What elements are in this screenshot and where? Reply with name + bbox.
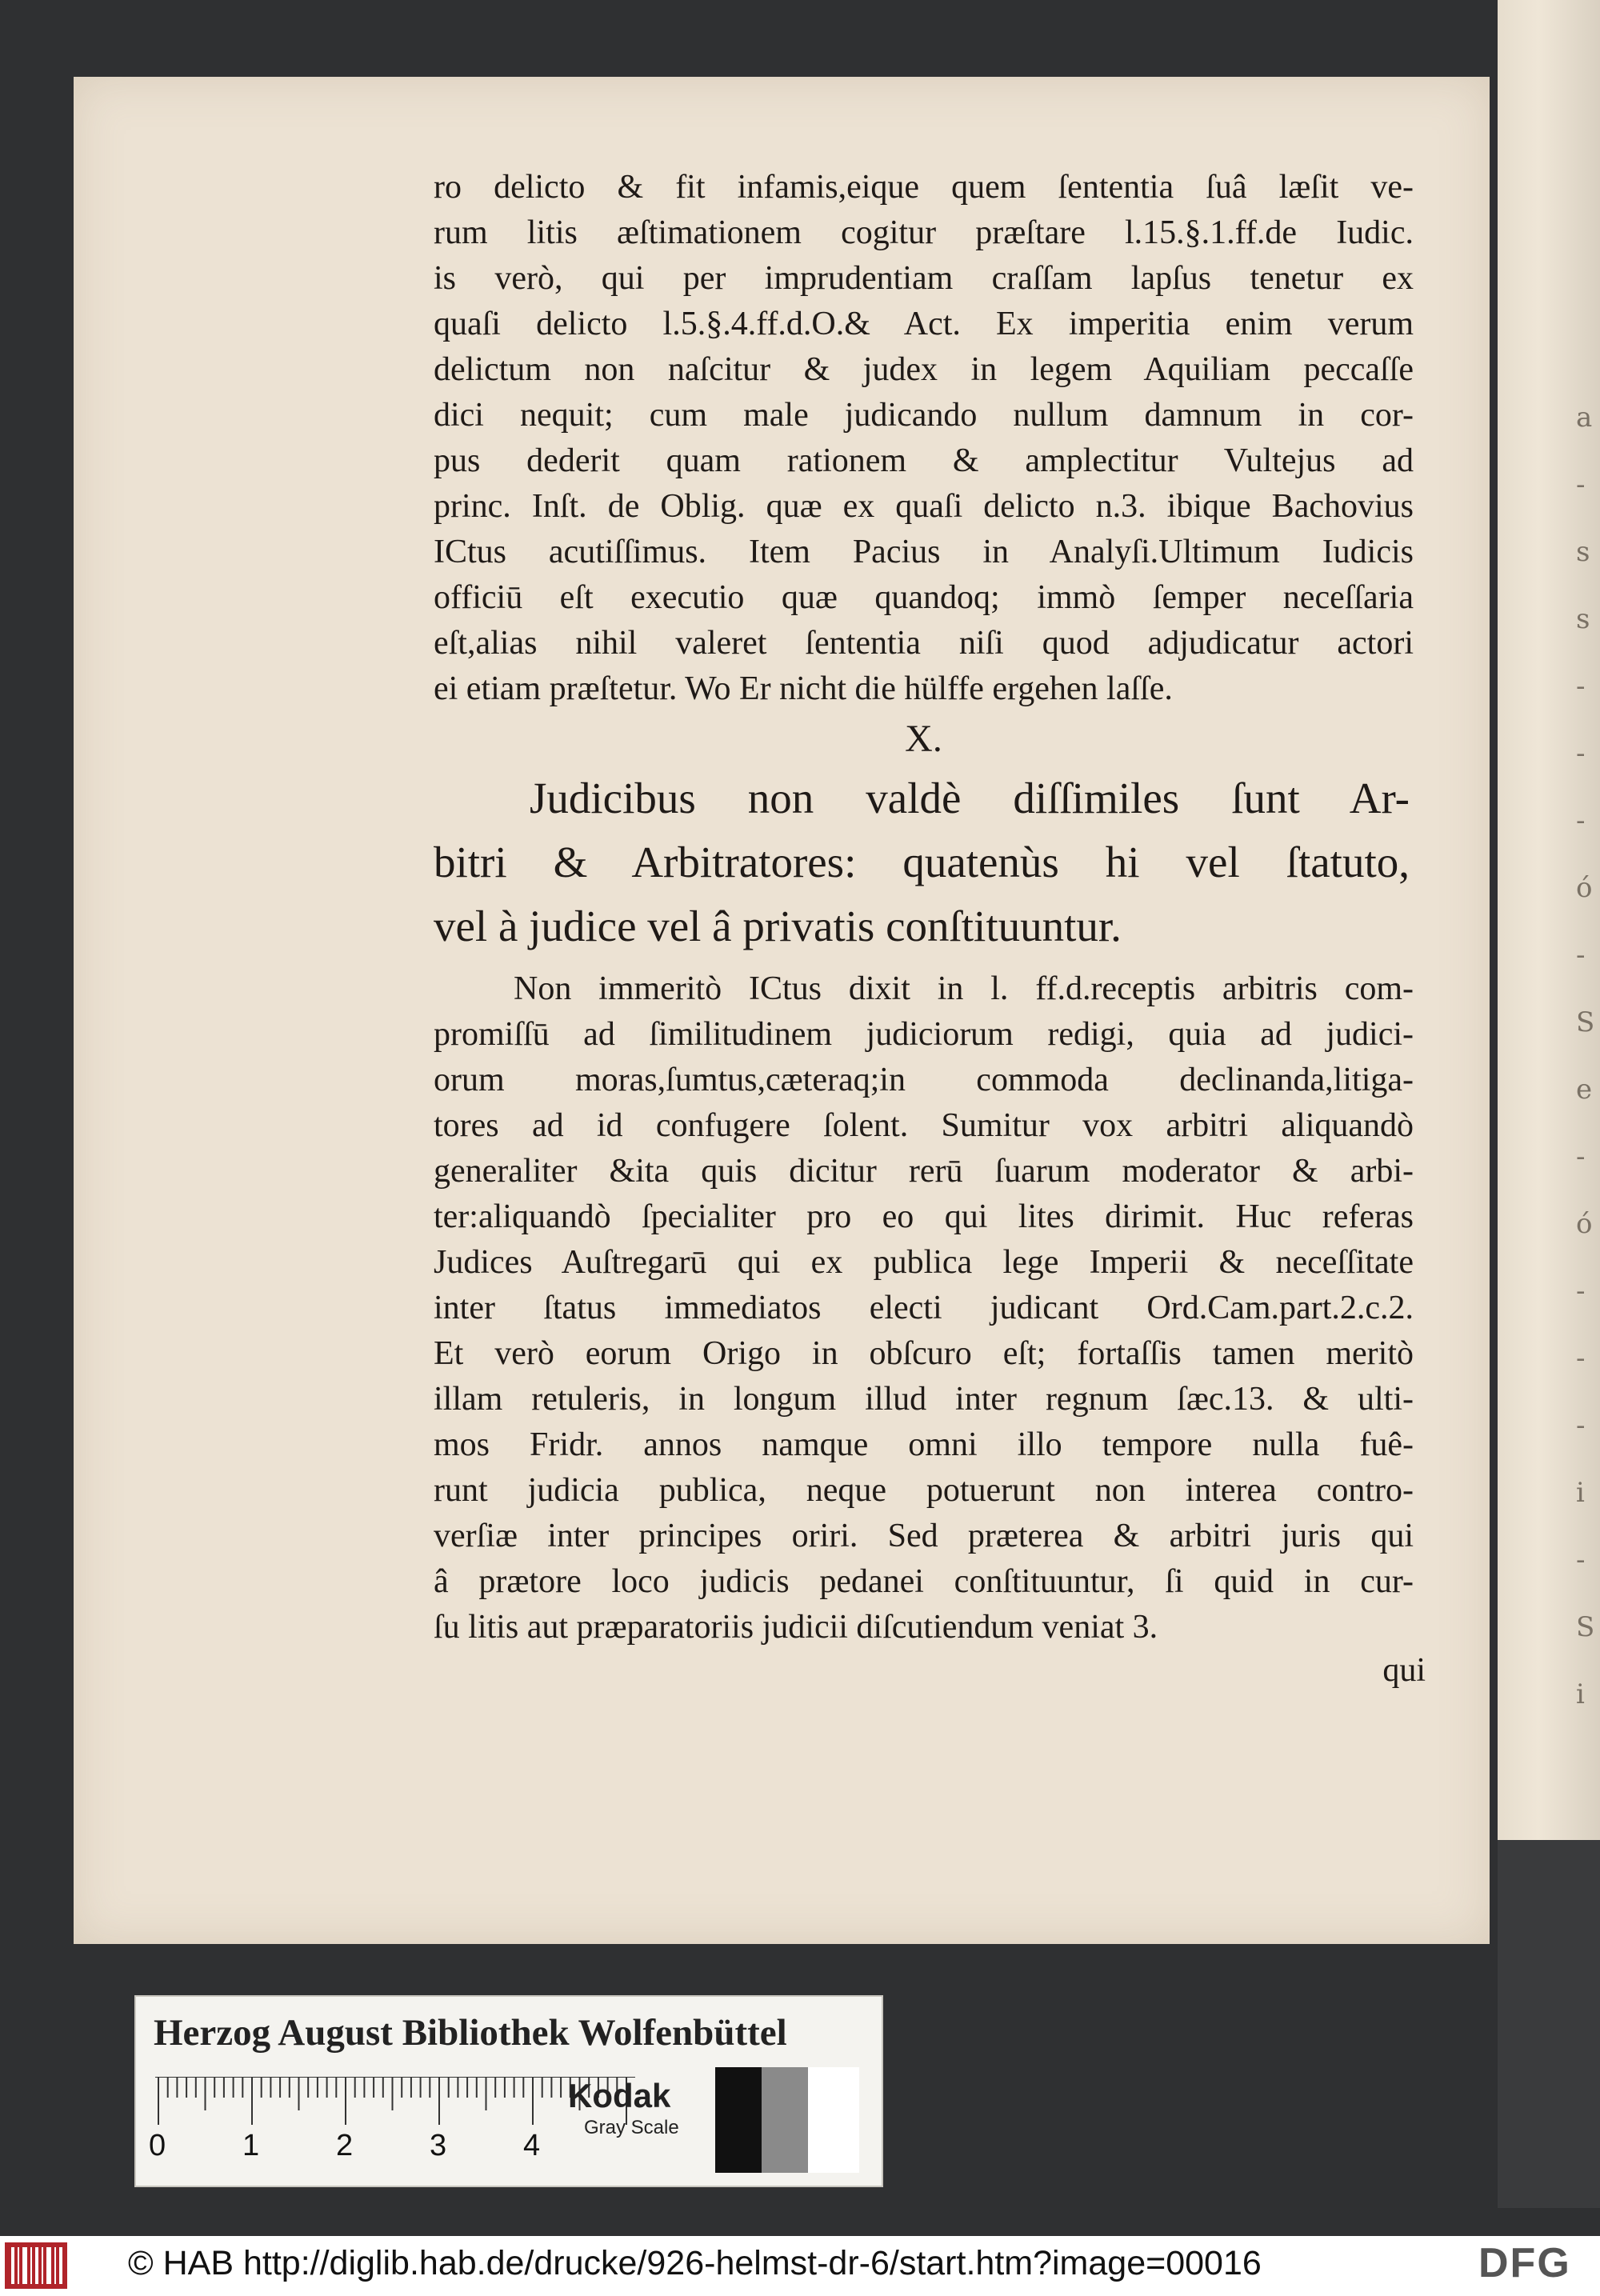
gray-swatch	[808, 2067, 859, 2173]
text-line: ro delicto & fit infamis,eique quem ſententia ſuâ læſit ve-	[434, 169, 1414, 206]
text-line: tores ad id confugere ſolent. Sumitur vox arbitri aliquandò	[434, 1107, 1414, 1144]
section-heading	[434, 766, 1498, 958]
text-line: ſu litis aut præparatoriis judicii diſcutiendum veniat 3.	[434, 1609, 1158, 1646]
library-name: Herzog August Bibliothek Wolfenbüttel	[154, 2012, 787, 2054]
text-line: promiſſū ad ſimilitudinem judiciorum redigi, quia ad judici-	[434, 1016, 1414, 1053]
barcode-icon	[5, 2242, 67, 2289]
text-line: generaliter &ita quis dicitur rerū ſuarum moderator & arbi-	[434, 1153, 1414, 1190]
text-line: is verò, qui per imprudentiam craſſam lapſus tenetur ex	[434, 260, 1414, 297]
text-line: Et verò eorum Origo in obſcuro eſt; fortaſſis tamen meritò	[434, 1335, 1414, 1372]
ruler-number: 3	[430, 2129, 447, 2162]
footer-bar	[0, 2236, 1600, 2296]
catchword: qui	[1382, 1652, 1426, 1689]
ruler-number: 0	[149, 2129, 166, 2162]
text-line: officiū eſt executio quæ quandoq; immò ſemper neceſſaria	[434, 579, 1414, 616]
text-line: inter ſtatus immediatos electi judicant Ord.Cam.part.2.c.2.	[434, 1290, 1414, 1326]
text-line: orum moras,ſumtus,cæteraq;in commoda declinanda,litiga-	[434, 1062, 1414, 1098]
adjacent-page-letters: a - s s - - - ó - S e - ó - - - i - S i	[1576, 402, 1595, 1710]
kodak-logo: Kodak	[568, 2077, 671, 2114]
body-paragraph-1	[434, 165, 1498, 712]
heading-line: vel à judice vel â privatis conſtituuntur.	[434, 902, 1122, 950]
ruler-number: 1	[242, 2129, 260, 2162]
gray-swatches	[715, 2067, 859, 2173]
text-line: Judices Auſtregarū qui ex publica lege Imperii & neceſſitate	[434, 1244, 1414, 1281]
section-number: X.	[905, 718, 942, 760]
scan-margin	[1498, 1840, 1600, 2208]
text-line: â prætore loco judicis pedanei conſtituuntur, ſi quid in cur-	[434, 1563, 1414, 1600]
ruler-number: 2	[336, 2129, 354, 2162]
text-line: ter:aliquandò ſpecialiter pro eo qui lites dirimit. Huc referas	[434, 1198, 1414, 1235]
text-line: ICtus acutiſſimus. Item Pacius in Analyſi.Ultimum Iudicis	[434, 534, 1414, 570]
text-line: illam retuleris, in longum illud inter regnum ſæc.13. & ulti-	[434, 1381, 1414, 1418]
gray-scale-label: Gray Scale	[584, 2117, 679, 2138]
gray-swatch	[762, 2067, 808, 2173]
text-line: delictum non naſcitur & judex in legem Aquiliam peccaſſe	[434, 351, 1414, 388]
gray-swatch	[715, 2067, 762, 2173]
heading-line: bitri & Arbitratores: quatenùs hi vel ſtatuto,	[434, 838, 1410, 886]
source-url[interactable]: © HAB http://diglib.hab.de/drucke/926-helmst-dr-6/start.htm?image=00016	[128, 2244, 1262, 2282]
adjacent-page-edge	[1498, 0, 1600, 2000]
text-line: runt judicia publica, neque potuerunt non interea contro-	[434, 1472, 1414, 1509]
text-line: princ. Inſt. de Oblig. quæ ex quaſi delicto n.3. ibique Bachovius	[434, 488, 1414, 525]
dfg-logo: DFG	[1478, 2240, 1571, 2286]
text-line: pus dederit quam rationem & amplectitur Vultejus ad	[434, 442, 1414, 479]
color-scale-card	[134, 1995, 883, 2187]
body-paragraph-2	[434, 966, 1498, 1650]
text-line: Non immeritò ICtus dixit in l. ff.d.receptis arbitris com-	[514, 970, 1414, 1007]
book-page	[74, 77, 1490, 1944]
text-line: mos Fridr. annos namque omni illo tempore nulla fuê-	[434, 1426, 1414, 1463]
text-line: dici nequit; cum male judicando nullum damnum in cor-	[434, 397, 1414, 434]
page-text	[434, 165, 1498, 1690]
text-line: rum litis æſtimationem cogitur præſtare l.15.§.1.ff.de Iudic.	[434, 214, 1414, 251]
heading-line: Judicibus non valdè diſſimiles ſunt Ar-	[530, 774, 1410, 822]
text-line: ei etiam præſtetur. Wo Er nicht die hülffe ergehen laſſe.	[434, 670, 1173, 707]
text-line: eſt,alias nihil valeret ſententia niſi quod adjudicatur actori	[434, 625, 1414, 662]
ruler-number: 4	[523, 2129, 541, 2162]
text-line: verſiæ inter principes oriri. Sed præterea & arbitri juris qui	[434, 1518, 1414, 1554]
text-line: quaſi delicto l.5.§.4.ff.d.O.& Act. Ex imperitia enim verum	[434, 306, 1414, 342]
